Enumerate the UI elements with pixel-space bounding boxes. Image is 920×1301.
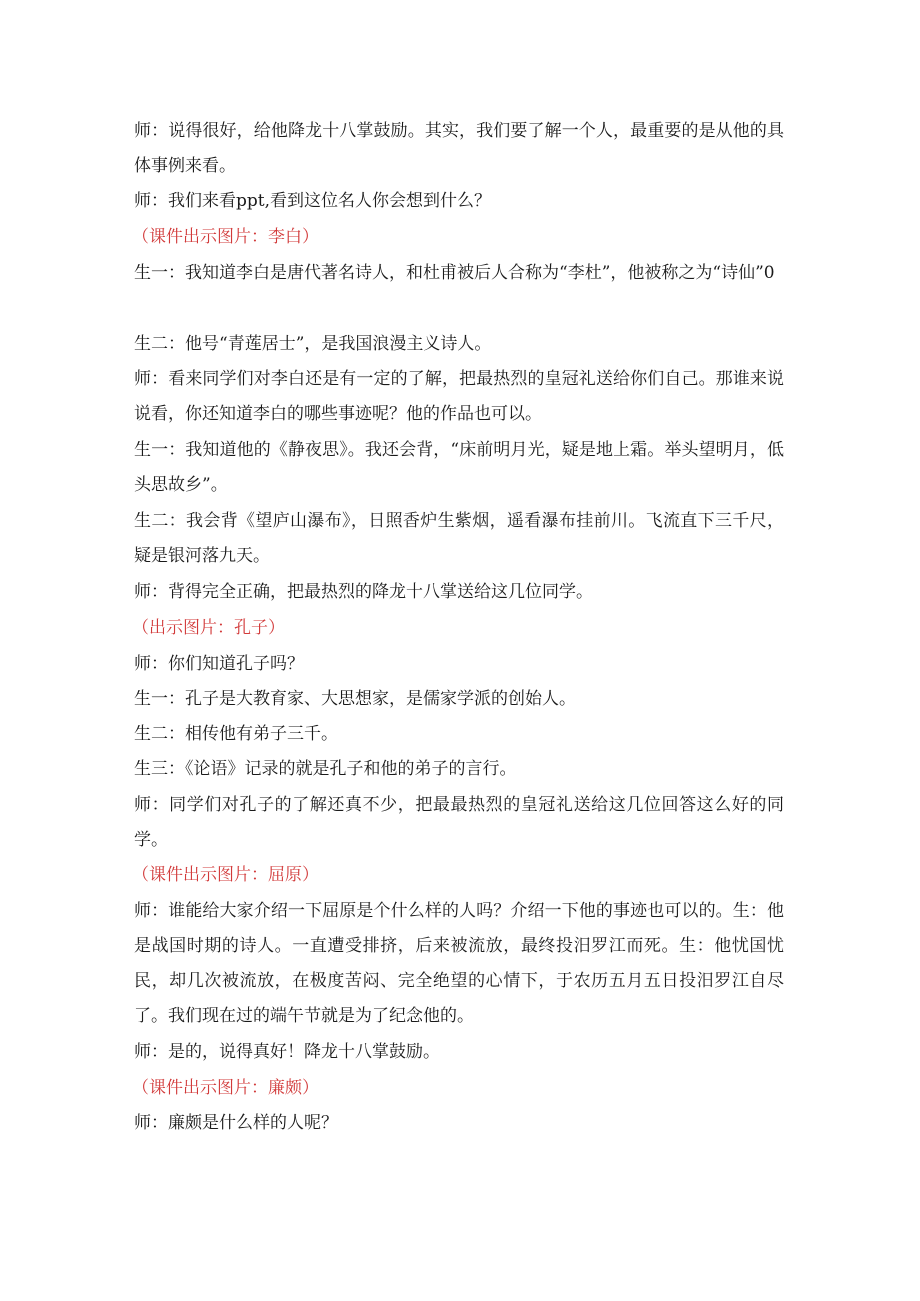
- paragraph-teacher-praise-intro: 师：说得很好，给他降龙十八掌鼓励。其实，我们要了解一个人，最重要的是从他的具体事例来看。: [134, 121, 784, 176]
- paragraph-teacher-quyuan-praise: 师：是的，说得真好！降龙十八掌鼓励。: [134, 1042, 440, 1062]
- paragraph-teacher-kongzi-question: 师：你们知道孔子吗？: [134, 654, 304, 674]
- paragraph-quyuan-discussion: 师：谁能给大家介绍一下屈原是个什么样的人吗？介绍一下他的事迹也可以的。生：他是战国时期的诗人。一直遭受排挤，后来被流放，最终投汨罗江而死。生：他忧国忧民，却几次被流放，在极度苦闷、完全绝望的心情下，于农历五月五日投汨罗江自尽了。我们现在过的端午节就是为了纪念他的。: [134, 901, 784, 1026]
- paragraph-teacher-kongzi-praise: 师：同学们对孔子的了解还真不少，把最最热烈的皇冠礼送给这几位回答这么好的同学。: [134, 795, 784, 850]
- annotation-quyuan-slide: （课件出示图片：屈原）: [132, 865, 319, 885]
- annotation-libai-slide: （课件出示图片：李白）: [132, 227, 319, 247]
- annotation-lianpo-slide: （课件出示图片：廉颇）: [132, 1078, 319, 1098]
- paragraph-student1-libai: 生一：我知道李白是唐代著名诗人，和杜甫被后人合称为“李杜”，他被称之为“诗仙”0: [134, 263, 775, 283]
- paragraph-teacher-lianpo-question: 师：廉颇是什么样的人呢？: [134, 1113, 338, 1133]
- paragraph-teacher-libai-followup: 师：看来同学们对李白还是有一定的了解，把最热烈的皇冠礼送给你们自己。那谁来说说看，你还知道李白的哪些事迹呢？他的作品也可以。: [134, 369, 784, 424]
- paragraph-student2-kongzi: 生二：相传他有弟子三千。: [134, 724, 338, 744]
- paragraph-student3-lunyu: 生三：《论语》记录的就是孔子和他的弟子的言行。: [134, 759, 517, 779]
- paragraph-teacher-recite-praise: 师：背得完全正确，把最热烈的降龙十八掌送给这几位同学。: [134, 582, 593, 602]
- paragraph-student1-jingyesi: 生一：我知道他的《静夜思》。我还会背，“床前明月光，疑是地上霜。举头望明月，低头思故乡”。: [134, 440, 784, 495]
- paragraph-student2-libai: 生二：他号“青莲居士”，是我国浪漫主义诗人。: [134, 334, 492, 354]
- annotation-kongzi-slide: （出示图片：孔子）: [132, 618, 285, 638]
- paragraph-teacher-ppt-question: 师：我们来看ppt,看到这位名人你会想到什么？: [134, 191, 491, 211]
- paragraph-student2-lushan: 生二：我会背《望庐山瀑布》，日照香炉生紫烟，遥看瀑布挂前川。飞流直下三千尺，疑是银河落九天。: [134, 511, 784, 566]
- paragraph-student1-kongzi: 生一：孔子是大教育家、大思想家，是儒家学派的创始人。: [134, 689, 576, 709]
